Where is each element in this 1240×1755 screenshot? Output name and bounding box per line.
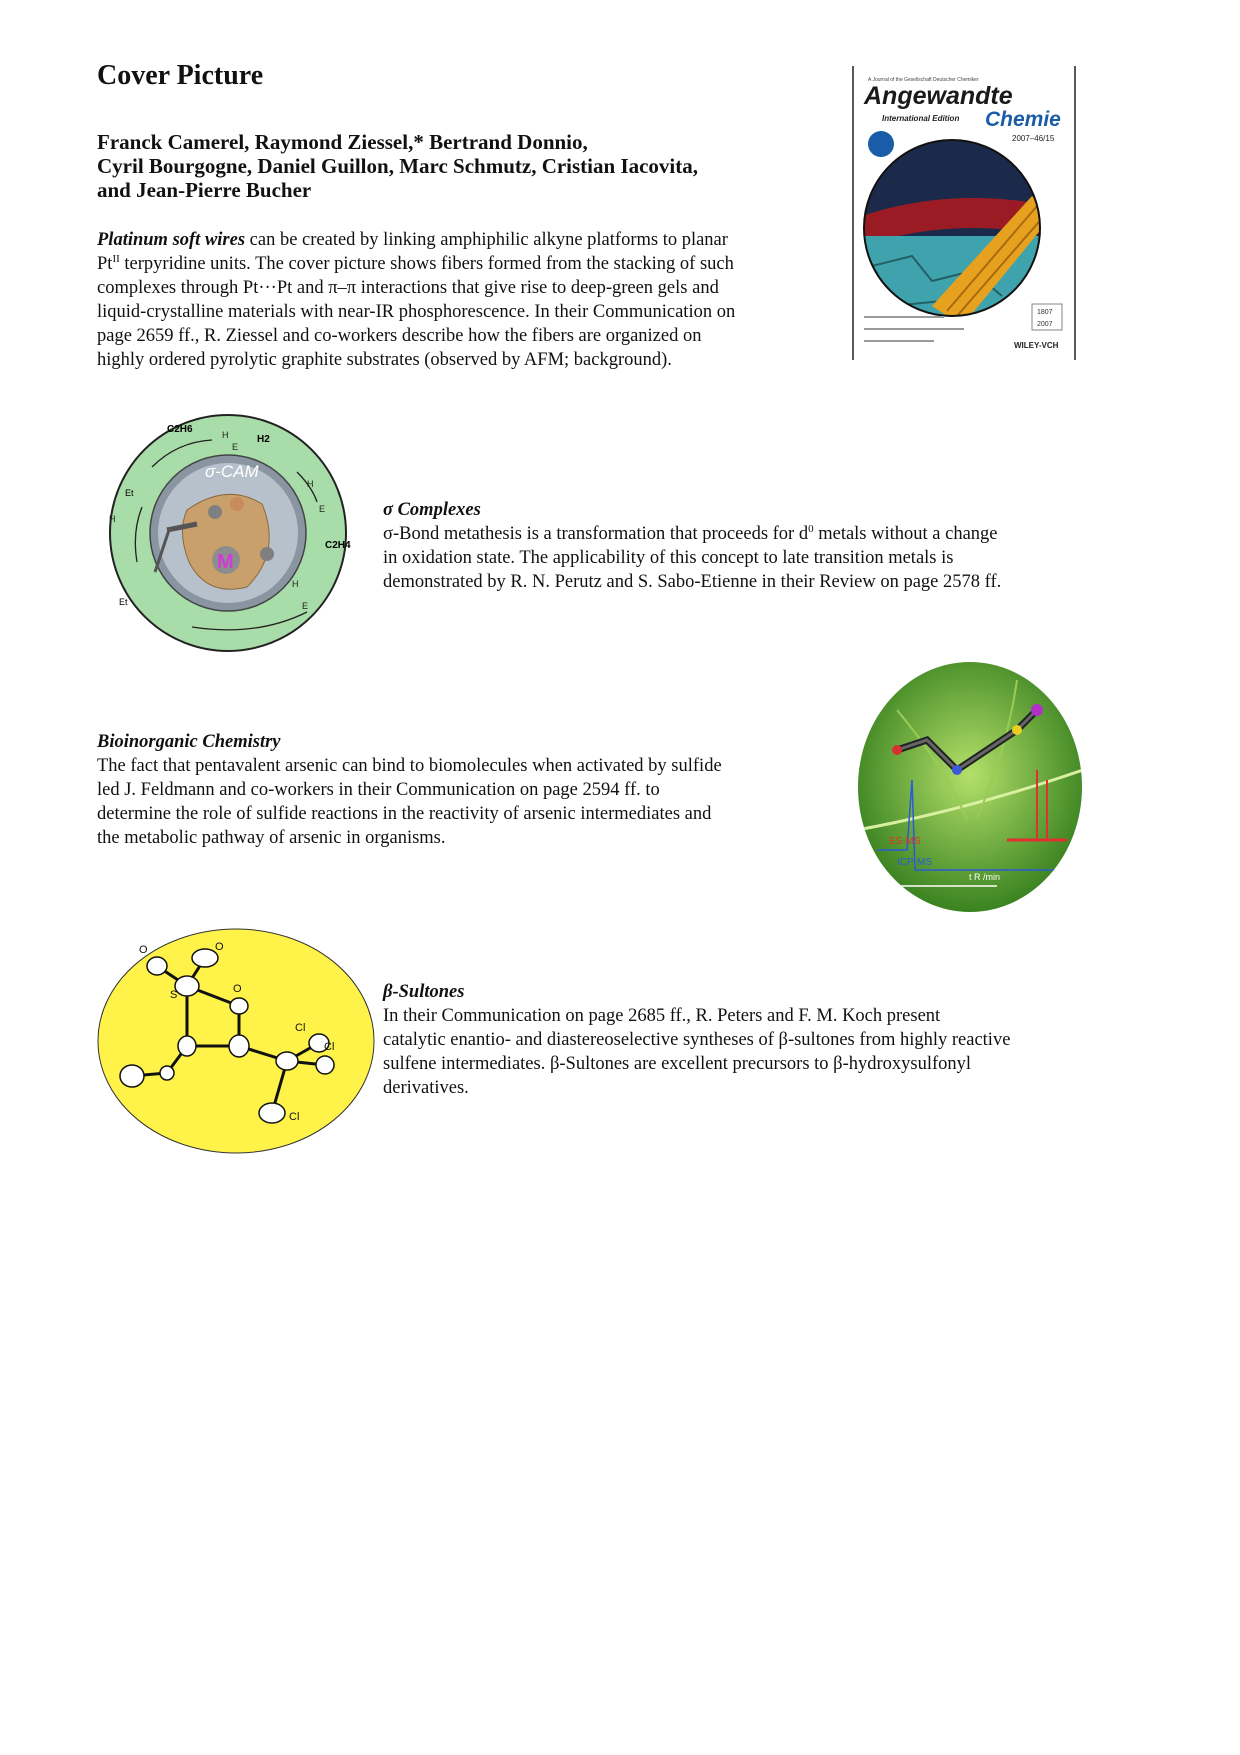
label-c2h6: C2H6 [167,424,193,435]
arsenic-leaf-figure [857,660,1083,914]
badge-year: 1807 [1037,309,1053,316]
sultones-heading: β-Sultones [383,982,465,1002]
journal-cover-image [852,66,1076,360]
atom-o: O [215,941,224,953]
sultones-text: sulfene intermediates. β-Sultones are excellent precursors to β-hydroxysulfonyl [383,1054,972,1074]
label-h: H [307,479,314,489]
cover-description [97,228,735,372]
atom-o: O [233,983,242,995]
es-ms-label: ES-MS [889,836,921,847]
cover-text: Pt [97,254,113,274]
metal-label: M [217,551,234,573]
bioinorganic-text: the metabolic pathway of arsenic in organisms. [97,828,446,848]
cover-text: can be created by linking amphiphilic alkyne platforms to planar [245,230,728,250]
bioinorganic-text: The fact that pentavalent arsenic can bind to biomolecules when activated by sulfide [97,756,722,776]
cover-text: complexes through Pt···Pt and π–π interactions that give rise to deep-green gels and [97,278,719,298]
label-c2h4: C2H4 [325,540,351,551]
badge-year: 2007 [1037,321,1053,328]
label-h: H [292,579,299,589]
cover-badge [868,131,894,157]
sigma-text: σ-Bond metathesis is a transformation that proceeds for d [383,524,809,544]
time-axis-label: t R /min [969,872,1001,882]
label-h: H [109,514,116,524]
atom-s: S [170,989,178,1001]
label-et: Et [119,597,128,607]
cover-text: highly ordered pyrolytic graphite substrates (observed by AFM; background). [97,350,672,370]
atom-cl: Cl [289,1111,300,1123]
atom-o: O [139,944,148,956]
author-line: and Jean-Pierre Bucher [97,178,312,202]
sigma-cam-label: σ-CAM [205,462,259,481]
cover-issue: 2007–46/15 [1012,134,1055,143]
sigma-section [383,498,1001,594]
label-e: E [232,442,239,452]
sultones-text: catalytic enantio- and diastereoselective syntheses of β-sultones from highly reactive [383,1030,1011,1050]
cover-edition: International Edition [882,114,960,123]
cover-title-angewandte: Angewandte [864,82,1013,110]
bioinorganic-heading: Bioinorganic Chemistry [97,732,281,752]
sultone-figure [97,928,377,1156]
sultones-text: In their Communication on page 2685 ff., R. Peters and F. M. Koch present [383,1006,941,1026]
cover-text: liquid-crystalline materials with near-IR phosphorescence. In their Communication on [97,302,736,322]
section-title: Cover Picture [97,60,264,91]
atom-cl: Cl [324,1041,335,1053]
cover-text: terpyridine units. The cover picture shows fibers formed from the stacking of such [119,254,734,274]
sigma-heading: σ Complexes [383,500,481,520]
cover-lead: Platinum soft wires [97,230,246,250]
cover-title-chemie: Chemie [985,108,1061,131]
author-line: Cyril Bourgogne, Daniel Guillon, Marc Schmutz, Cristian Iacovita, [97,154,699,178]
cover-text: page 2659 ff., R. Ziessel and co-workers describe how the fibers are organized on [97,326,702,346]
publisher-logo: WILEY-VCH [1014,341,1059,350]
label-h2: H2 [257,434,270,445]
sigma-text: metals without a change [813,524,998,544]
sigma-text: demonstrated by R. N. Perutz and S. Sabo-Etienne in their Review on page 2578 ff. [383,572,1002,592]
label-h: H [222,430,229,440]
author-line: Franck Camerel, Raymond Ziessel,* Bertrand Donnio, [97,130,588,154]
superscript: 0 [808,522,814,535]
bioinorganic-section [97,730,722,850]
label-et: Et [125,488,134,498]
bioinorganic-text: determine the role of sulfide reactions in the reactivity of arsenic intermediates and [97,804,712,824]
cover-tagline: A Journal of the Gesellschaft Deutscher Chemiker [868,77,979,83]
sigma-cam-figure [97,412,379,652]
sigma-text: in oxidation state. The applicability of this concept to late transition metals is [383,548,954,568]
label-e: E [302,601,309,611]
sultones-text: derivatives. [383,1078,469,1098]
author-list [97,130,698,202]
superscript: II [112,252,120,265]
sultones-section [383,980,1010,1100]
bioinorganic-text: led J. Feldmann and co-workers in their Communication on page 2594 ff. to [97,780,660,800]
icp-ms-label: ICP-MS [897,857,932,868]
atom-cl: Cl [295,1022,306,1034]
label-e: E [319,504,326,514]
